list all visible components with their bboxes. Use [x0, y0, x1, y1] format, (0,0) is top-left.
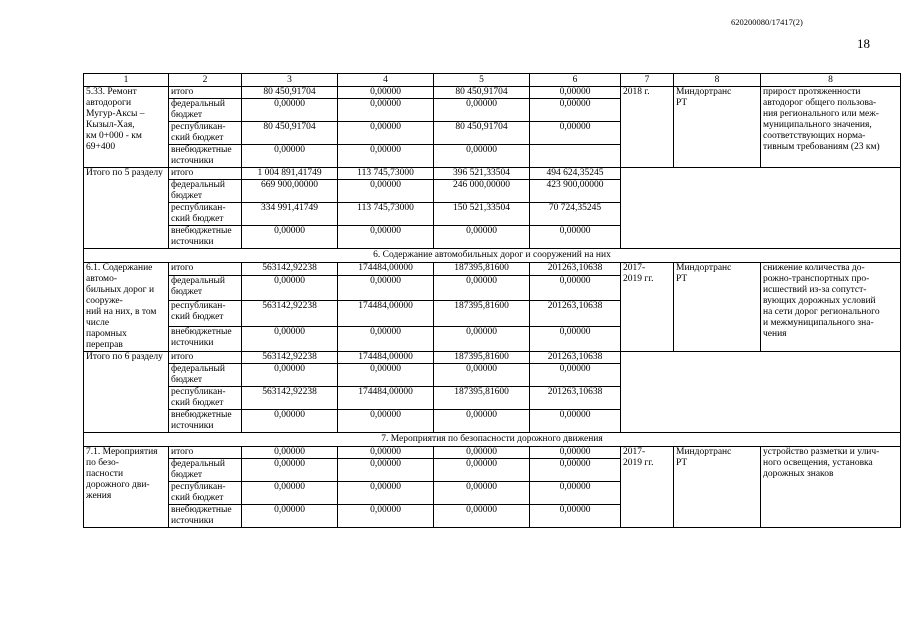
value-cell: 187395,81600 [434, 352, 530, 364]
value-cell: 201263,10638 [530, 387, 621, 410]
funding-source: федеральный бюджет [169, 276, 242, 301]
value-cell: 0,00000 [338, 364, 434, 387]
value-cell: 0,00000 [530, 99, 621, 122]
value-cell: 563142,92238 [242, 263, 338, 276]
period-cell: 2018 г. [621, 87, 674, 168]
funding-source: республикан- ский бюджет [169, 482, 242, 505]
value-cell: 563142,92238 [242, 352, 338, 364]
section-row [84, 433, 901, 447]
value-cell: 0,00000 [530, 505, 621, 528]
funding-source: республикан- ский бюджет [169, 387, 242, 410]
funding-source: итого [169, 263, 242, 276]
value-cell: 80 450,91704 [434, 122, 530, 145]
funding-source: итого [169, 168, 242, 180]
funding-source: внебюджетные источники [169, 326, 242, 351]
value-cell: 0,00000 [530, 410, 621, 433]
value-cell: 0,00000 [338, 326, 434, 351]
measure-name: 7.1. Мероприятия по безо- пасности дорожного дви- жения [84, 447, 169, 528]
value-cell: 246 000,00000 [434, 180, 530, 203]
value-cell: 0,00000 [242, 482, 338, 505]
value-cell: 0,00000 [530, 226, 621, 249]
value-cell: 423 900,00000 [530, 180, 621, 203]
table-row [84, 168, 901, 180]
value-cell: 0,00000 [242, 447, 338, 459]
value-cell: 0,00000 [338, 145, 434, 168]
col-header: 4 [338, 74, 434, 87]
funding-source: внебюджетные источники [169, 505, 242, 528]
col-header: 6 [530, 74, 621, 87]
value-cell: 187395,81600 [434, 301, 530, 326]
value-cell: 0,00000 [242, 276, 338, 301]
funding-source: республикан- ский бюджет [169, 122, 242, 145]
value-cell: 0,00000 [530, 122, 621, 145]
value-cell: 0,00000 [530, 326, 621, 351]
value-cell: 201263,10638 [530, 263, 621, 276]
value-cell: 187395,81600 [434, 387, 530, 410]
value-cell: 0,00000 [530, 276, 621, 301]
value-cell: 0,00000 [530, 482, 621, 505]
section-row [84, 249, 901, 263]
funding-source: федеральный бюджет [169, 180, 242, 203]
section-title: 6. Содержание автомобильных дорог и сооружений на них [84, 249, 901, 263]
section-total-label: Итого по 6 разделу [84, 352, 169, 433]
funding-source: итого [169, 447, 242, 459]
col-header: 1 [84, 74, 169, 87]
value-cell: 174484,00000 [338, 263, 434, 276]
value-cell: 113 745,73000 [338, 203, 434, 226]
value-cell: 0,00000 [338, 226, 434, 249]
result-cell: прирост протяженности автодорог общего пользова- ния регионального или меж- муниципального значения, соответствующих норма- тивным требованиям (23 км) [761, 87, 901, 168]
value-cell: 0,00000 [242, 459, 338, 482]
value-cell: 0,00000 [434, 326, 530, 351]
value-cell: 0,00000 [242, 145, 338, 168]
col-header: 2 [169, 74, 242, 87]
value-cell: 0,00000 [242, 410, 338, 433]
value-cell: 0,00000 [338, 99, 434, 122]
section-total-label: Итого по 5 разделу [84, 168, 169, 249]
period-cell: 2017- 2019 гг. [621, 447, 674, 528]
empty-area [621, 352, 901, 433]
value-cell [530, 145, 621, 168]
header-row [84, 74, 901, 87]
value-cell: 0,00000 [530, 364, 621, 387]
funding-source: федеральный бюджет [169, 459, 242, 482]
funding-source: республикан- ский бюджет [169, 301, 242, 326]
value-cell: 0,00000 [434, 505, 530, 528]
value-cell: 0,00000 [434, 145, 530, 168]
funding-source: итого [169, 352, 242, 364]
funding-source: федеральный бюджет [169, 99, 242, 122]
program-table [83, 73, 901, 528]
value-cell: 80 450,91704 [242, 122, 338, 145]
value-cell: 150 521,33504 [434, 203, 530, 226]
value-cell: 1 004 891,41749 [242, 168, 338, 180]
value-cell: 0,00000 [242, 505, 338, 528]
funding-source: внебюджетные источники [169, 145, 242, 168]
measure-name: 5.33. Ремонт автодороги Мугур-Аксы – Кызыл-Хая, км 0+000 - км 69+400 [84, 87, 169, 168]
value-cell: 0,00000 [434, 226, 530, 249]
value-cell: 0,00000 [434, 459, 530, 482]
value-cell: 669 900,00000 [242, 180, 338, 203]
funding-source: внебюджетные источники [169, 226, 242, 249]
table-row [84, 352, 901, 364]
table-row [84, 447, 901, 459]
value-cell: 174484,00000 [338, 387, 434, 410]
value-cell: 80 450,91704 [434, 87, 530, 99]
value-cell: 174484,00000 [338, 352, 434, 364]
funding-source: итого [169, 87, 242, 99]
value-cell: 174484,00000 [338, 301, 434, 326]
value-cell: 0,00000 [242, 226, 338, 249]
value-cell: 0,00000 [242, 326, 338, 351]
value-cell: 201263,10638 [530, 301, 621, 326]
measure-name: 6.1. Содержание автомо- бильных дорог и сооруже- ний на них, в том числе паромных переправ [84, 263, 169, 352]
col-header: 7 [621, 74, 674, 87]
value-cell: 563142,92238 [242, 301, 338, 326]
table-row [84, 87, 901, 99]
funding-source: республикан- ский бюджет [169, 203, 242, 226]
value-cell: 0,00000 [338, 505, 434, 528]
value-cell: 0,00000 [434, 364, 530, 387]
executor-cell: Миндортранс РТ [674, 447, 761, 528]
value-cell: 0,00000 [338, 410, 434, 433]
value-cell: 0,00000 [338, 122, 434, 145]
value-cell: 0,00000 [530, 87, 621, 99]
value-cell: 0,00000 [434, 482, 530, 505]
section-title: 7. Мероприятия по безопасности дорожного движения [84, 433, 901, 447]
empty-area [621, 168, 901, 249]
result-cell: снижение количества до- рожно-транспортных про- исшествий из-за сопутст- вующих дорожных условий на сети дорог регионального и межмуниципального зна- чения [761, 263, 901, 352]
value-cell: 0,00000 [338, 447, 434, 459]
executor-cell: Миндортранс РТ [674, 263, 761, 352]
value-cell: 0,00000 [338, 276, 434, 301]
value-cell: 80 450,91704 [242, 87, 338, 99]
value-cell: 334 991,41749 [242, 203, 338, 226]
value-cell: 0,00000 [242, 364, 338, 387]
document-id: 620200080/17417(2) [731, 17, 803, 27]
value-cell: 0,00000 [434, 99, 530, 122]
value-cell: 494 624,35245 [530, 168, 621, 180]
executor-cell: Миндортранс РТ [674, 87, 761, 168]
value-cell: 0,00000 [434, 447, 530, 459]
result-cell: устройство разметки и улич- ного освещения, установка дорожных знаков [761, 447, 901, 528]
funding-source: внебюджетные источники [169, 410, 242, 433]
page-number: 18 [857, 36, 870, 51]
value-cell: 563142,92238 [242, 387, 338, 410]
funding-source: федеральный бюджет [169, 364, 242, 387]
value-cell: 0,00000 [338, 459, 434, 482]
col-header: 8 [674, 74, 761, 87]
value-cell: 0,00000 [434, 276, 530, 301]
value-cell: 113 745,73000 [338, 168, 434, 180]
table-row [84, 263, 901, 276]
value-cell: 70 724,35245 [530, 203, 621, 226]
value-cell: 0,00000 [242, 99, 338, 122]
col-header: 8 [761, 74, 901, 87]
value-cell: 0,00000 [338, 87, 434, 99]
period-cell: 2017- 2019 гг. [621, 263, 674, 352]
value-cell: 0,00000 [530, 459, 621, 482]
col-header: 3 [242, 74, 338, 87]
value-cell: 396 521,33504 [434, 168, 530, 180]
value-cell: 0,00000 [338, 180, 434, 203]
value-cell: 201263,10638 [530, 352, 621, 364]
col-header: 5 [434, 74, 530, 87]
value-cell: 187395,81600 [434, 263, 530, 276]
value-cell: 0,00000 [434, 410, 530, 433]
value-cell: 0,00000 [530, 447, 621, 459]
value-cell: 0,00000 [338, 482, 434, 505]
